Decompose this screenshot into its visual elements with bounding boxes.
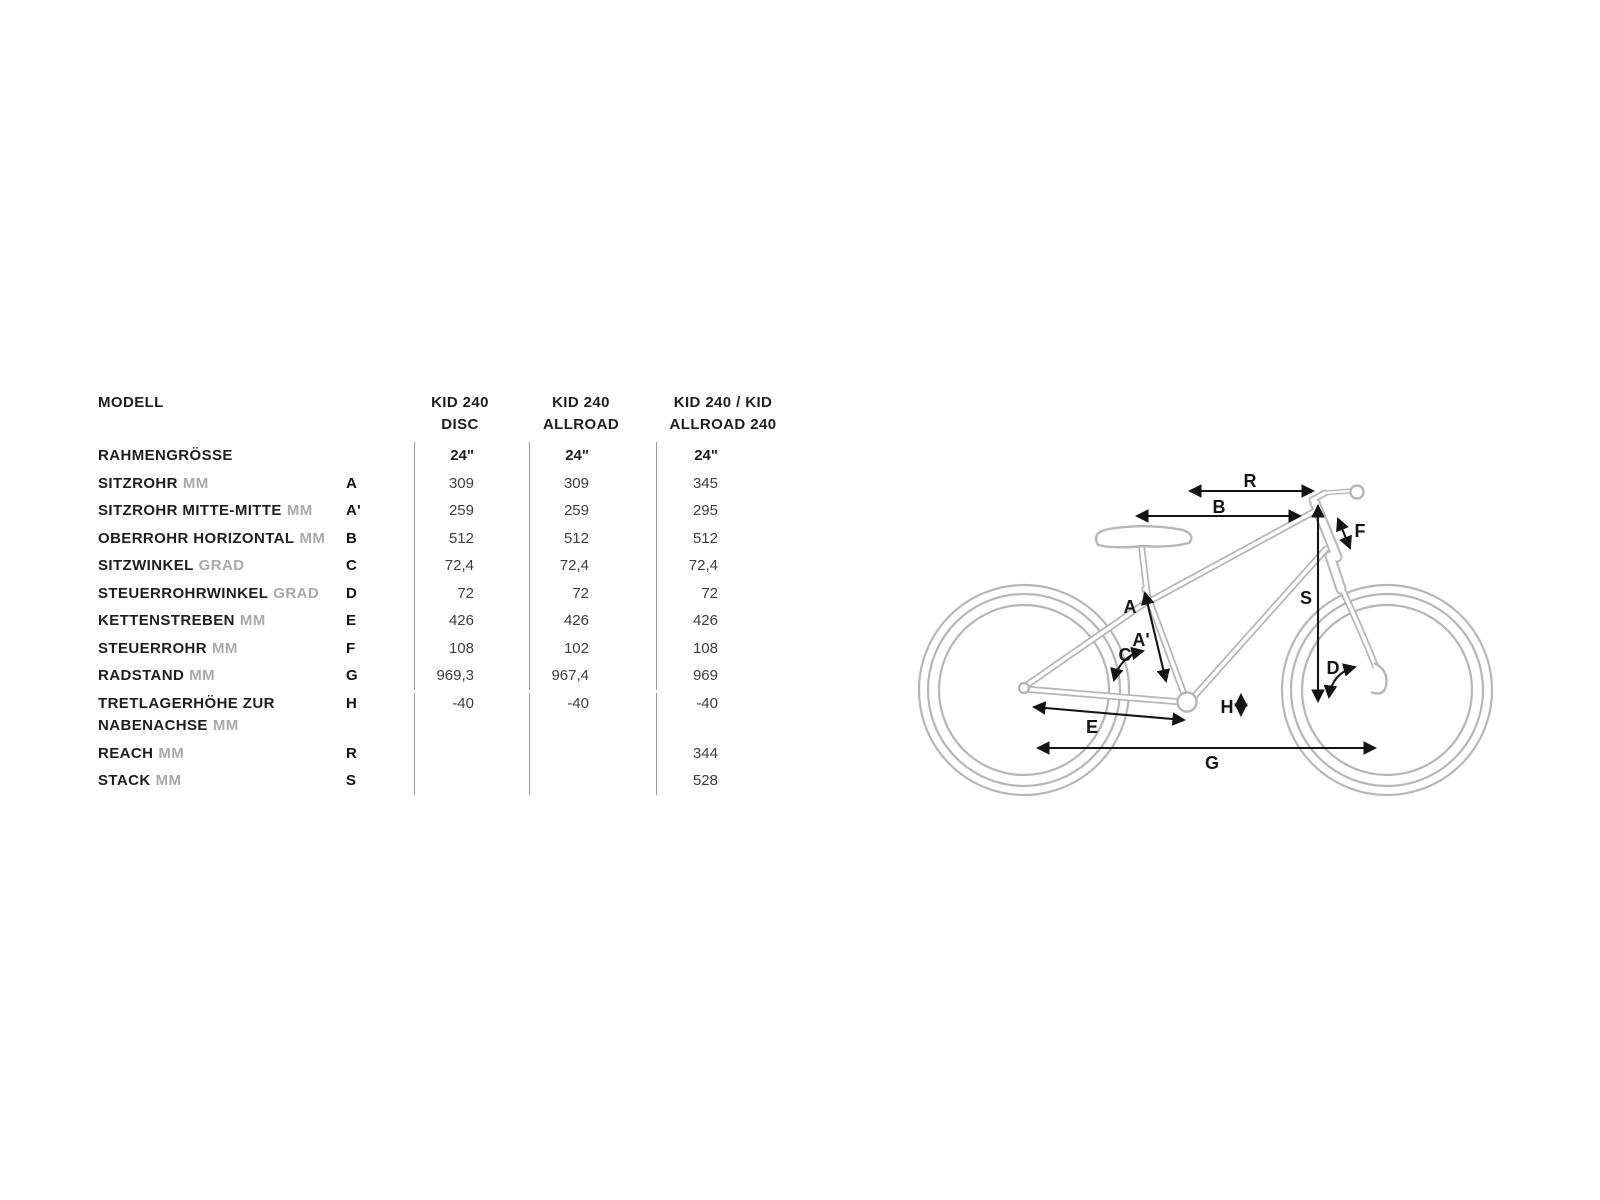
- front-wheel: [1282, 585, 1492, 795]
- dimension-letter: D: [346, 584, 358, 602]
- dimension-letter: [346, 442, 414, 470]
- row-label: KETTENSTREBEN: [98, 612, 235, 629]
- row-unit: MM: [189, 667, 216, 684]
- value-cell: 72,4: [414, 552, 529, 580]
- value-cell: 295: [656, 497, 790, 525]
- dimension-letter: F: [346, 639, 356, 657]
- value-cell: 344: [656, 740, 790, 768]
- value-cell: -40: [529, 693, 656, 740]
- row-unit: MM: [299, 529, 326, 547]
- row-label: RAHMENGRÖSSE: [98, 447, 233, 464]
- row-unit: MM: [212, 639, 238, 657]
- label-seat-tube-cc: A': [1132, 630, 1150, 650]
- dim-head-tube: [1338, 519, 1350, 548]
- row-label: SITZWINKEL: [98, 557, 194, 574]
- table-row-rahmengroesse: [98, 442, 790, 470]
- row-label: SITZROHR MITTE-MITTE: [98, 502, 282, 519]
- table-row-stack: [98, 767, 790, 795]
- handlebar-grip: [1351, 486, 1364, 499]
- dimension-letter: A': [346, 502, 361, 519]
- table-header-modell: MODELL: [98, 394, 164, 411]
- value-cell: 102: [529, 635, 656, 663]
- value-cell: 72,4: [529, 552, 656, 580]
- row-unit: GRAD: [198, 557, 245, 574]
- label-wheelbase: G: [1204, 753, 1220, 773]
- table-row-radstand: [98, 662, 790, 690]
- dimension-letter: E: [346, 612, 357, 629]
- dimension-letter: B: [346, 529, 358, 547]
- value-cell: 969,3: [414, 662, 529, 690]
- table-header-letter-spacer: [346, 392, 414, 436]
- value-cell: 512: [529, 525, 656, 553]
- column-header-kid-240-allroad: KID 240 ALLROAD: [542, 394, 620, 433]
- value-cell: 309: [414, 470, 529, 498]
- value-cell: 72: [656, 580, 790, 608]
- rear-dropout: [1019, 683, 1029, 693]
- value-cell: [529, 740, 656, 768]
- bottom-bracket: [1178, 693, 1197, 712]
- row-label: TRETLAGERHÖHE ZUR NABENACHSE: [98, 694, 275, 734]
- label-reach: R: [1243, 471, 1257, 491]
- value-cell: 426: [656, 607, 790, 635]
- value-cell: 24": [529, 442, 656, 470]
- value-cell: 108: [656, 635, 790, 663]
- value-cell: 259: [414, 497, 529, 525]
- row-unit: MM: [239, 612, 266, 629]
- value-cell: 259: [529, 497, 656, 525]
- table-row-reach: [98, 740, 790, 768]
- row-unit: MM: [286, 502, 313, 519]
- column-header-kid-240-disc: KID 240 DISC: [431, 394, 489, 433]
- value-cell: 969: [656, 662, 790, 690]
- geometry-table: [98, 392, 790, 795]
- value-cell: 24": [414, 442, 529, 470]
- value-cell: [414, 767, 529, 795]
- table-row-steuerrohrwinkel: [98, 580, 790, 608]
- row-unit: GRAD: [273, 584, 320, 602]
- table-row-tretlagerhoehe: [98, 690, 790, 740]
- row-unit: MM: [182, 474, 209, 492]
- label-seat-tube: A: [1123, 597, 1137, 617]
- dim-chainstay: [1034, 707, 1184, 720]
- row-unit: MM: [155, 772, 182, 789]
- row-unit: MM: [212, 716, 239, 734]
- column-header-kid-240-kid-allroad-240: KID 240 / KID ALLROAD 240: [669, 394, 777, 433]
- value-cell: -40: [414, 693, 529, 740]
- value-cell: [529, 767, 656, 795]
- row-label: REACH: [98, 744, 154, 762]
- value-cell: 528: [656, 767, 790, 795]
- value-cell: [414, 740, 529, 768]
- dimension-letter: C: [346, 557, 358, 574]
- value-cell: 108: [414, 635, 529, 663]
- value-cell: 72: [529, 580, 656, 608]
- row-label: RADSTAND: [98, 667, 185, 684]
- dimension-letter: A: [346, 474, 358, 492]
- value-cell: 72,4: [656, 552, 790, 580]
- label-top-tube: B: [1212, 497, 1226, 517]
- value-cell: 426: [414, 607, 529, 635]
- row-unit: MM: [158, 744, 185, 762]
- dimension-letter: S: [346, 772, 357, 789]
- row-label: STEUERROHR: [98, 639, 208, 657]
- table-row-kettenstreben: [98, 607, 790, 635]
- value-cell: 426: [529, 607, 656, 635]
- value-cell: -40: [656, 693, 790, 740]
- label-bb-drop: H: [1220, 697, 1234, 717]
- label-head-angle: D: [1326, 658, 1340, 678]
- label-chainstay: E: [1085, 717, 1099, 737]
- value-cell: 512: [414, 525, 529, 553]
- row-label: STACK: [98, 772, 151, 789]
- label-head-tube: F: [1354, 521, 1366, 541]
- value-cell: 72: [414, 580, 529, 608]
- table-row-sitzrohr: [98, 470, 790, 498]
- label-stack: S: [1299, 588, 1313, 608]
- value-cell: 512: [656, 525, 790, 553]
- row-label: STEUERROHRWINKEL: [98, 584, 269, 602]
- value-cell: 24": [656, 442, 790, 470]
- bike-geometry-diagram-main: [880, 430, 1500, 830]
- dimension-letter: G: [346, 667, 358, 684]
- value-cell: 345: [656, 470, 790, 498]
- row-label: OBERROHR HORIZONTAL: [98, 529, 295, 547]
- row-label: SITZROHR: [98, 474, 178, 492]
- table-row-sitzrohr-mitte-mitte: [98, 497, 790, 525]
- value-cell: 309: [529, 470, 656, 498]
- table-row-sitzwinkel: [98, 552, 790, 580]
- dimension-letter: R: [346, 744, 358, 762]
- saddle: [1096, 526, 1191, 547]
- table-row-oberrohr-horizontal: [98, 525, 790, 553]
- table-body: [98, 442, 790, 795]
- value-cell: 967,4: [529, 662, 656, 690]
- table-row-steuerrohr: [98, 635, 790, 663]
- label-seat-angle: C: [1118, 645, 1132, 665]
- table-header: [98, 392, 790, 436]
- dimension-letter: H: [346, 694, 358, 712]
